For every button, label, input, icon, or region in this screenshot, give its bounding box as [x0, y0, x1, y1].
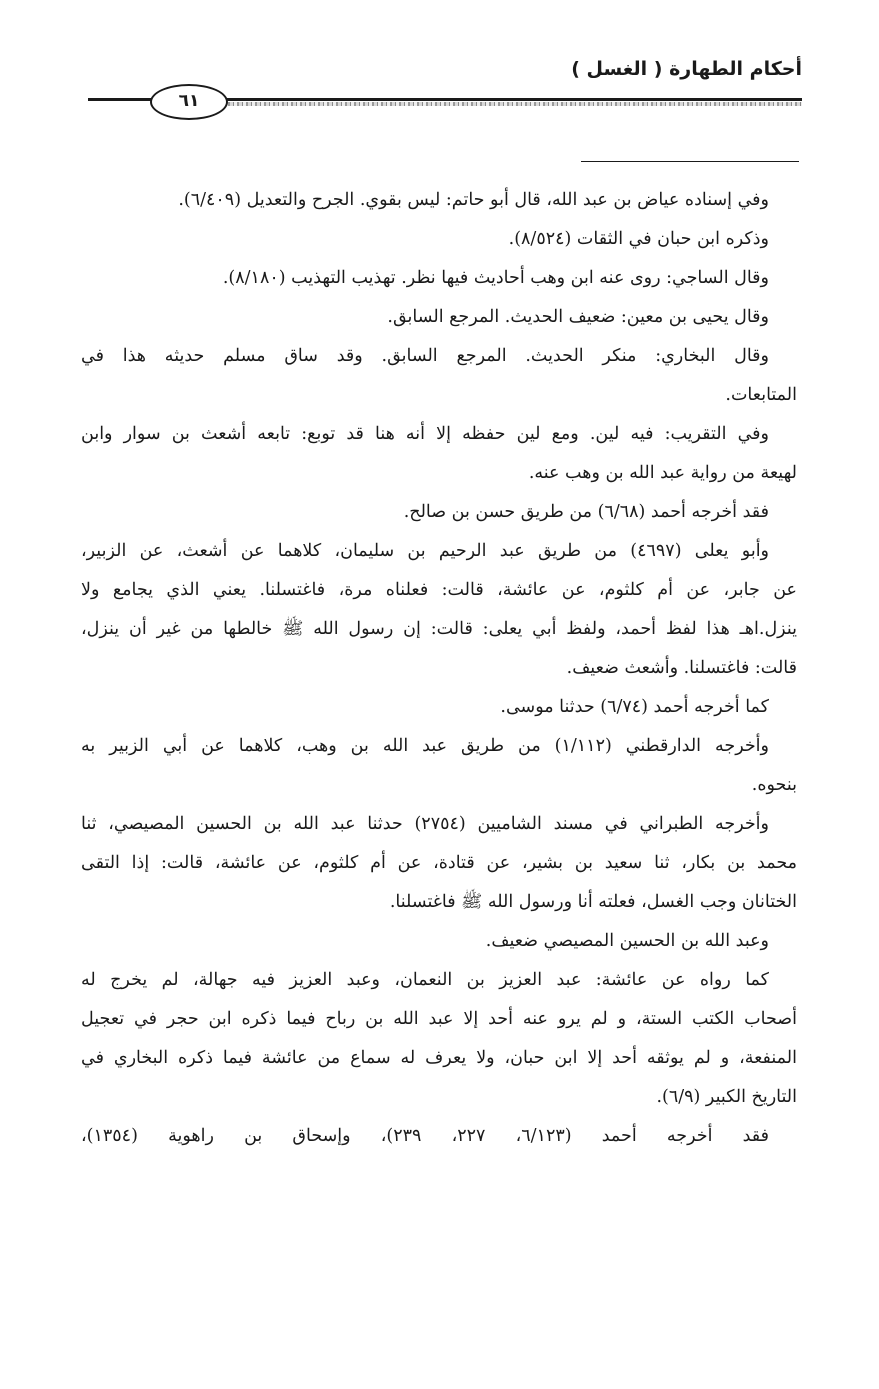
text-line: وقال الساجي: روى عنه ابن وهب أحاديث فيها نظر. تهذيب التهذيب (٨/١٨٠). — [222, 268, 769, 288]
text-line: كما أخرجه أحمد (٦/٧٤) حدثنا موسى. — [500, 697, 769, 717]
text-line: لهيعة من رواية عبد الله بن وهب عنه. — [528, 463, 797, 483]
text-line: أصحاب الكتب الستة، و لم يرو عنه أحد إلا عبد الله بن رباح فيما ذكره ابن حجر في تعجيل — [81, 1009, 797, 1029]
text-line: وعبد الله بن الحسين المصيصي ضعيف. — [485, 931, 769, 951]
text-line: وقال يحيى بن معين: ضعيف الحديث. المرجع السابق. — [387, 307, 769, 327]
footnote-text — [81, 181, 797, 1156]
text-line: وأبو يعلى (٤٦٩٧) من طريق عبد الرحيم بن سليمان، كلاهما عن أشعث، عن الزبير، — [81, 541, 770, 561]
page-header — [88, 58, 802, 118]
text-line: التاريخ الكبير (٦/٩). — [656, 1087, 797, 1107]
text-line: فقد أخرجه أحمد (٦/١٢٣، ٢٢٧، ٢٣٩)، وإسحاق بن راهوية (١٣٥٤)، — [81, 1126, 769, 1146]
header-rule-ornament — [228, 102, 802, 106]
text-line: محمد بن بكار، ثنا سعيد بن بشير، عن قتادة، عن أم كلثوم، عن عائشة، قالت: إذا التقى — [81, 853, 797, 873]
text-line: قالت: فاغتسلنا. وأشعث ضعيف. — [566, 658, 797, 678]
header-title: أحكام الطهارة ( الغسل ) — [571, 58, 802, 80]
text-line: المتابعات. — [725, 385, 797, 405]
text-line: وفي التقريب: فيه لين. ومع لين حفظه إلا أنه هنا قد توبع: تابعه أشعث بن سوار وابن — [81, 424, 769, 444]
text-line: وفي إسناده عياض بن عبد الله، قال أبو حاتم: ليس بقوي. الجرح والتعديل (٦/٤٠٩). — [178, 190, 769, 210]
text-line: الختانان وجب الغسل، فعلته أنا ورسول الله ﷺ فاغتسلنا. — [389, 892, 797, 912]
text-line: وذكره ابن حبان في الثقات (٨/٥٢٤). — [508, 229, 769, 249]
footnote-separator — [581, 161, 799, 162]
text-line: وأخرجه الدارقطني (١/١١٢) من طريق عبد الله بن وهب، كلاهما عن أبي الزبير به — [81, 736, 769, 756]
text-line: كما رواه عن عائشة: عبد العزيز بن النعمان، وعبد العزيز فيه جهالة، لم يخرج له — [81, 970, 769, 990]
text-line: ينزل.اهـ هذا لفظ أحمد، ولفظ أبي يعلى: قالت: إن رسول الله ﷺ خالطها من غير أن ينزل، — [81, 619, 797, 639]
text-line: فقد أخرجه أحمد (٦/٦٨) من طريق حسن بن صالح. — [403, 502, 769, 522]
text-line: وقال البخاري: منكر الحديث. المرجع السابق. وقد ساق مسلم حديثه هذا في — [81, 346, 770, 366]
text-line: عن جابر، عن أم كلثوم، عن عائشة، قالت: فعلناه مرة، فاغتسلنا. يعني الذي يجامع ولا — [81, 580, 797, 600]
text-line: المنفعة، و لم يوثقه أحد إلا ابن حبان، ولا يعرف له سماع من عائشة فيما ذكره البخاري في — [81, 1048, 797, 1068]
page-number-badge: ٦١ — [150, 84, 228, 120]
text-line: وأخرجه الطبراني في مسند الشاميين (٢٧٥٤) حدثنا عبد الله بن الحسين المصيصي، ثنا — [81, 814, 769, 834]
text-line: بنحوه. — [751, 775, 797, 795]
